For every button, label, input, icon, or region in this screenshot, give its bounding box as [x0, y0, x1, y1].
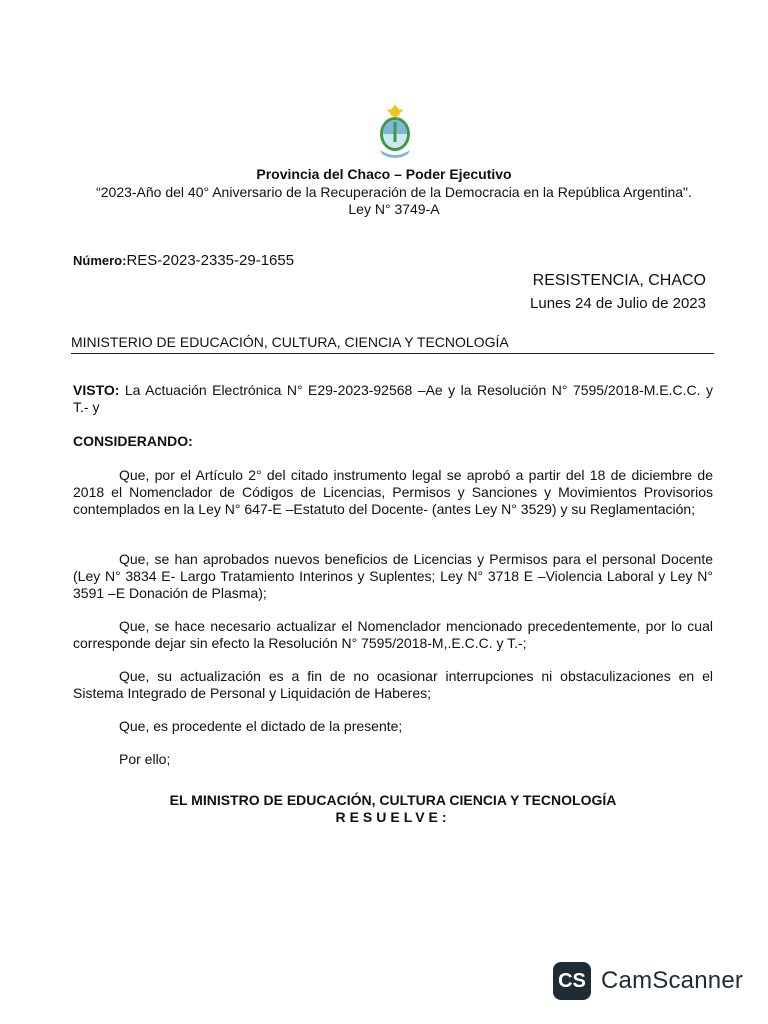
visto-label: VISTO: — [73, 382, 120, 398]
considerando-paragraph: Que, su actualización es a fin de no ocasionar interrupciones ni obstaculizaciones en el Sistema Integrado de Personal y Liquidación de Haberes; — [73, 668, 713, 701]
considerando-paragraph: Que, se han aprobados nuevos beneficios de Licencias y Permisos para el personal Docente (Ley N° 3834 E- Largo Tratamiento Interinos y Suplentes; Ley N° 3718 E –Violencia Laboral y Ley N° 3591 –E Donación de Plasma); — [73, 551, 713, 601]
document-number-value: RES-2023-2335-29-1655 — [126, 252, 295, 269]
visto-text: La Actuación Electrónica N° E29-2023-92568 –Ae y la Resolución N° 7595/2018-M.E.C.C. y T.- y — [73, 382, 713, 415]
resolution-block — [0, 792, 768, 826]
document-number-label: Número: — [73, 253, 127, 268]
year-motto: “2023-Año del 40° Aniversario de la Recuperación de la Democracia en la República Argentina". Ley N° 3749-A — [96, 184, 692, 217]
visto-paragraph — [73, 382, 713, 416]
document-city: RESISTENCIA, CHACO — [532, 272, 706, 289]
considerando-paragraph: Por ello; — [119, 751, 171, 767]
document-date: Lunes 24 de Julio de 2023 — [530, 295, 706, 312]
resuelve-heading: RESUELVE: — [335, 809, 451, 825]
camscanner-logo-icon: CS — [553, 962, 591, 1000]
province-header-title: Provincia del Chaco – Poder Ejecutivo — [256, 166, 512, 182]
provincial-seal-icon — [372, 104, 418, 162]
camscanner-name: CamScanner — [601, 967, 744, 994]
considerando-paragraph: Que, se hace necesario actualizar el Nomenclador mencionado precedentemente, por lo cual corresponde dejar sin efecto la Resolución N° 7595/2018-M,.E.C.C. y T.-; — [73, 618, 713, 651]
considerando-label: CONSIDERANDO: — [73, 433, 193, 449]
considerando-paragraph: Que, por el Artículo 2° del citado instrumento legal se aprobó a partir del 18 de diciembre de 2018 el Nomenclador de Códigos de Licencias, Permisos y Sanciones y Movimientos Provisorios contemplados en la Ley N° 647-E –Estatuto del Docente- (antes Ley N° 3529) y su Reglamentación; — [73, 467, 713, 517]
considerando-paragraph: Que, es procedente el dictado de la presente; — [119, 718, 403, 734]
minister-heading: EL MINISTRO DE EDUCACIÓN, CULTURA CIENCIA Y TECNOLOGÍA — [169, 792, 617, 808]
camscanner-watermark — [553, 962, 743, 1000]
document-number — [73, 252, 294, 269]
ministry-heading: MINISTERIO DE EDUCACIÓN, CULTURA, CIENCIA Y TECNOLOGÍA — [71, 334, 714, 354]
